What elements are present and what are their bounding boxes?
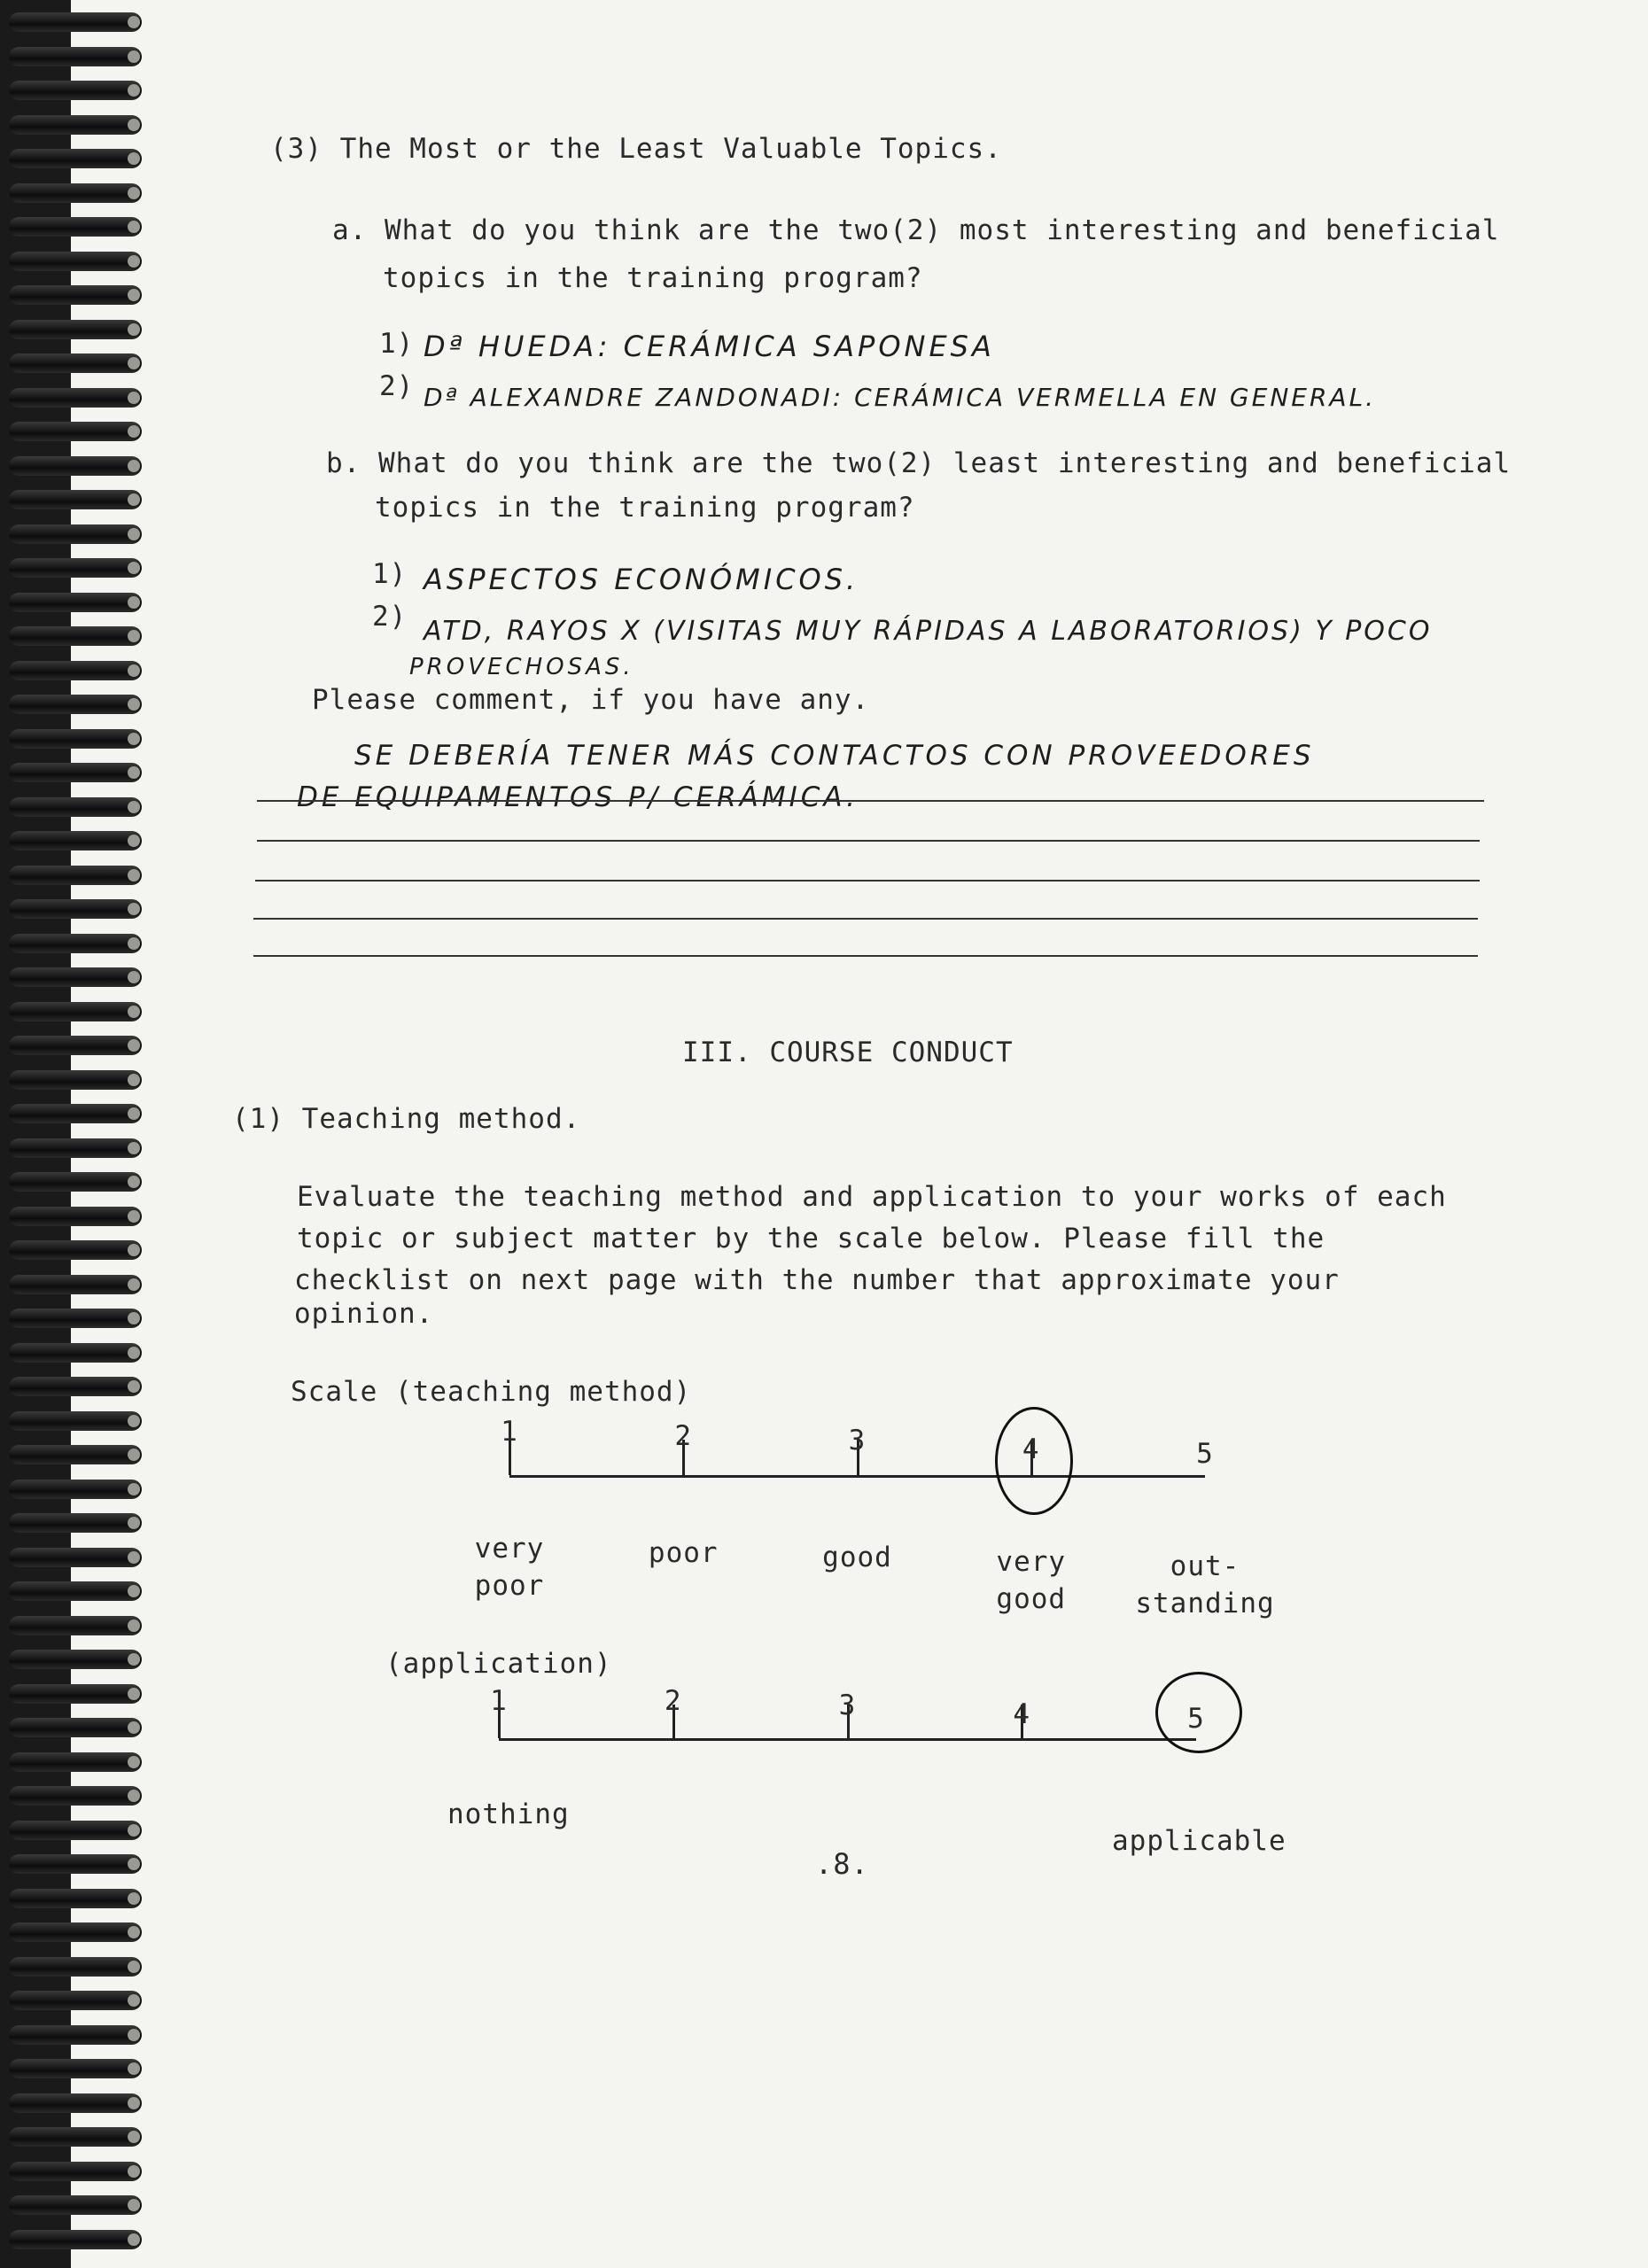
binding-hole (128, 1244, 140, 1256)
question-a-line1: a. What do you think are the two(2) most interesting and beneficial (332, 214, 1500, 246)
binding-coil (9, 2127, 142, 2147)
binding-coil (9, 763, 142, 782)
binding-coil (9, 1172, 142, 1192)
teaching-scale-number-4: 4 (1022, 1433, 1040, 1465)
binding-hole (128, 596, 140, 609)
teaching-scale-number-5: 5 (1196, 1438, 1214, 1470)
binding-hole (128, 1380, 140, 1393)
binding-hole (128, 2097, 140, 2109)
application-low-label: nothing (447, 1798, 570, 1830)
binding-coil (9, 558, 142, 578)
binding-coil (9, 626, 142, 646)
binding-coil (9, 1684, 142, 1704)
answer-b2-number: 2) (372, 601, 408, 633)
binding-coil (9, 285, 142, 305)
binding-coil (9, 1957, 142, 1977)
teaching-scale-selected-circle (995, 1407, 1073, 1515)
binding-hole (128, 1278, 140, 1291)
binding-coil (9, 2195, 142, 2215)
binding-hole (128, 1721, 140, 1734)
teaching-scale-number-3: 3 (848, 1425, 867, 1456)
binding-hole (128, 255, 140, 268)
answer-a1-number: 1) (379, 328, 415, 360)
binding-coil (9, 593, 142, 612)
application-scale-number-5: 5 (1187, 1703, 1205, 1735)
binding-hole (128, 835, 140, 847)
binding-hole (128, 937, 140, 950)
answer-b1-handwritten: ASPECTOS ECONÓMICOS. (424, 563, 859, 596)
binding-hole (128, 16, 140, 28)
teaching-scale-axis-line (509, 1475, 1205, 1478)
binding-coil (9, 217, 142, 237)
binding-coil (9, 1581, 142, 1601)
teaching-scale-number-2: 2 (674, 1420, 693, 1452)
binding-coil (9, 1821, 142, 1840)
instruction-line2: topic or subject matter by the scale below. Please fill the (297, 1223, 1325, 1254)
binding-hole (128, 766, 140, 779)
binding-hole (128, 1107, 140, 1120)
binding-coil (9, 1718, 142, 1737)
binding-hole (128, 664, 140, 677)
comment-line-1 (257, 800, 1484, 802)
binding-coil (9, 1207, 142, 1226)
binding-hole (128, 1210, 140, 1223)
teaching-scale-label-3: good (822, 1542, 892, 1573)
binding-hole (128, 698, 140, 711)
binding-coil (9, 1377, 142, 1396)
binding-hole (128, 2062, 140, 2075)
binding-coil (9, 12, 142, 32)
comment-line-4 (253, 918, 1478, 920)
application-label: (application) (385, 1648, 612, 1680)
binding-hole (128, 1756, 140, 1768)
binding-coil (9, 1138, 142, 1158)
question-b-line2: topics in the training program? (375, 492, 915, 524)
binding-coil (9, 456, 142, 476)
binding-hole (128, 1653, 140, 1666)
binding-coil (9, 1036, 142, 1055)
comment-line-3 (255, 880, 1480, 882)
binding-coil (9, 661, 142, 680)
binding-hole (128, 869, 140, 882)
binding-coil (9, 1070, 142, 1090)
binding-hole (128, 528, 140, 540)
binding-hole (128, 493, 140, 506)
binding-hole (128, 119, 140, 131)
binding-coil (9, 967, 142, 987)
section-title-course-conduct: III. COURSE CONDUCT (682, 1037, 1014, 1068)
teaching-scale-label-4: very (996, 1546, 1067, 1578)
binding-hole (128, 1994, 140, 2007)
binding-coil (9, 388, 142, 408)
binding-coil (9, 1548, 142, 1567)
answer-a1-handwritten: Dª HUEDA: CERÁMICA SAPONESA (424, 330, 995, 363)
binding-coil (9, 934, 142, 953)
binding-hole (128, 801, 140, 813)
binding-hole (128, 1688, 140, 1700)
binding-hole (128, 152, 140, 165)
teaching-scale-label-4: good (996, 1583, 1067, 1615)
binding-coil (9, 1411, 142, 1431)
binding-hole (128, 425, 140, 438)
instruction-line4: opinion. (294, 1298, 434, 1330)
comment-prompt: Please comment, if you have any. (312, 684, 870, 716)
binding-coil (9, 1786, 142, 1806)
application-scale-number-1: 1 (490, 1685, 508, 1717)
binding-hole (128, 1449, 140, 1461)
binding-hole (128, 2165, 140, 2178)
teaching-scale-label-5: standing (1135, 1588, 1275, 1619)
binding-hole (128, 50, 140, 63)
binding-hole (128, 1551, 140, 1564)
binding-hole (128, 733, 140, 745)
binding-hole (128, 562, 140, 574)
binding-coil (9, 1854, 142, 1874)
comment-line-2 (257, 840, 1480, 842)
binding-coil (9, 115, 142, 135)
binding-coil (9, 866, 142, 885)
binding-coil (9, 422, 142, 441)
binding-hole (128, 84, 140, 97)
teaching-scale-label-1: poor (474, 1570, 545, 1602)
binding-hole (128, 971, 140, 983)
scale-teaching-label: Scale (teaching method) (291, 1376, 692, 1408)
answer-a2-number: 2) (379, 370, 415, 402)
answer-b1-number: 1) (372, 558, 408, 590)
binding-hole (128, 323, 140, 336)
binding-hole (128, 187, 140, 199)
binding-coil (9, 831, 142, 850)
binding-coil (9, 149, 142, 168)
binding-hole (128, 1483, 140, 1495)
binding-hole (128, 1142, 140, 1154)
teaching-scale-label-1: very (474, 1533, 545, 1565)
binding-hole (128, 1585, 140, 1597)
binding-coil (9, 1889, 142, 1908)
binding-hole (128, 1892, 140, 1905)
binding-hole (128, 1347, 140, 1359)
binding-coil (9, 2025, 142, 2045)
teaching-scale-label-2: poor (648, 1537, 719, 1569)
application-scale-selected-circle (1155, 1672, 1242, 1753)
application-scale-number-4: 4 (1013, 1698, 1031, 1730)
binding-hole (128, 460, 140, 472)
binding-coil (9, 1991, 142, 2010)
binding-coil (9, 1650, 142, 1669)
binding-hole (128, 1039, 140, 1052)
binding-coil (9, 1275, 142, 1294)
binding-coil (9, 1309, 142, 1328)
binding-hole (128, 1006, 140, 1018)
binding-hole (128, 1961, 140, 1973)
comment-handwritten-line2: DE EQUIPAMENTOS P/ CERÁMICA. (297, 781, 859, 813)
binding-hole (128, 1415, 140, 1427)
application-scale-axis-line (499, 1738, 1196, 1741)
answer-b2-handwritten-line2: PROVECHOSAS. (409, 654, 634, 680)
teaching-scale-label-5: out- (1170, 1550, 1240, 1582)
binding-hole (128, 1312, 140, 1324)
binding-coil (9, 1922, 142, 1942)
binding-coil (9, 1343, 142, 1363)
comment-handwritten-line1: SE DEBERÍA TENER MÁS CONTACTOS CON PROVEEDORES (354, 740, 1315, 772)
section-heading-most-least: (3) The Most or the Least Valuable Topics. (270, 133, 1002, 165)
binding-coil (9, 2230, 142, 2249)
binding-coil (9, 695, 142, 714)
binding-hole (128, 1619, 140, 1632)
binding-coil (9, 1480, 142, 1499)
answer-a2-handwritten: Dª ALEXANDRE ZANDONADI: CERÁMICA VERMELLA EN GENERAL. (424, 383, 1377, 412)
application-high-label: applicable (1112, 1825, 1287, 1857)
question-b-line1: b. What do you think are the two(2) least interesting and beneficial (326, 447, 1512, 479)
binding-coil (9, 2093, 142, 2113)
binding-coil (9, 899, 142, 919)
teaching-method-heading: (1) Teaching method. (232, 1103, 581, 1135)
binding-coil (9, 353, 142, 373)
binding-hole (128, 1926, 140, 1938)
binding-coil (9, 1513, 142, 1533)
binding-coil (9, 81, 142, 100)
binding-hole (128, 357, 140, 369)
binding-hole (128, 2199, 140, 2211)
binding-coil (9, 2059, 142, 2078)
comment-line-5 (253, 955, 1478, 957)
binding-coil (9, 1002, 142, 1021)
binding-coil (9, 1616, 142, 1635)
page-number: .8. (815, 1847, 869, 1881)
binding-hole (128, 1176, 140, 1188)
binding-coil (9, 797, 142, 817)
binding-hole (128, 2233, 140, 2246)
binding-coil (9, 1445, 142, 1464)
teaching-scale-number-1: 1 (501, 1416, 518, 1448)
application-scale-number-3: 3 (838, 1689, 857, 1721)
binding-hole (128, 289, 140, 301)
binding-coil (9, 524, 142, 544)
binding-hole (128, 1790, 140, 1802)
binding-hole (128, 903, 140, 915)
application-scale-number-2: 2 (664, 1685, 682, 1717)
binding-coil (9, 1240, 142, 1260)
binding-hole (128, 1824, 140, 1837)
binding-hole (128, 221, 140, 233)
instruction-line1: Evaluate the teaching method and application to your works of each (297, 1181, 1447, 1213)
binding-coil (9, 47, 142, 66)
binding-hole (128, 1074, 140, 1086)
binding-hole (128, 2029, 140, 2041)
binding-hole (128, 392, 140, 404)
binding-hole (128, 1858, 140, 1870)
binding-coil (9, 490, 142, 509)
binding-hole (128, 630, 140, 642)
binding-coil (9, 320, 142, 339)
binding-coil (9, 1104, 142, 1123)
binding-hole (128, 2131, 140, 2143)
binding-coil (9, 2162, 142, 2181)
binding-hole (128, 1517, 140, 1529)
binding-coil (9, 729, 142, 749)
question-a-line2: topics in the training program? (383, 262, 923, 294)
binding-coil (9, 252, 142, 271)
binding-coil (9, 183, 142, 203)
binding-coil (9, 1752, 142, 1772)
answer-b2-handwritten-line1: ATD, RAYOS X (VISITAS MUY RÁPIDAS A LABORATORIOS) Y POCO (424, 616, 1433, 647)
instruction-line3: checklist on next page with the number that approximate your (294, 1264, 1340, 1296)
